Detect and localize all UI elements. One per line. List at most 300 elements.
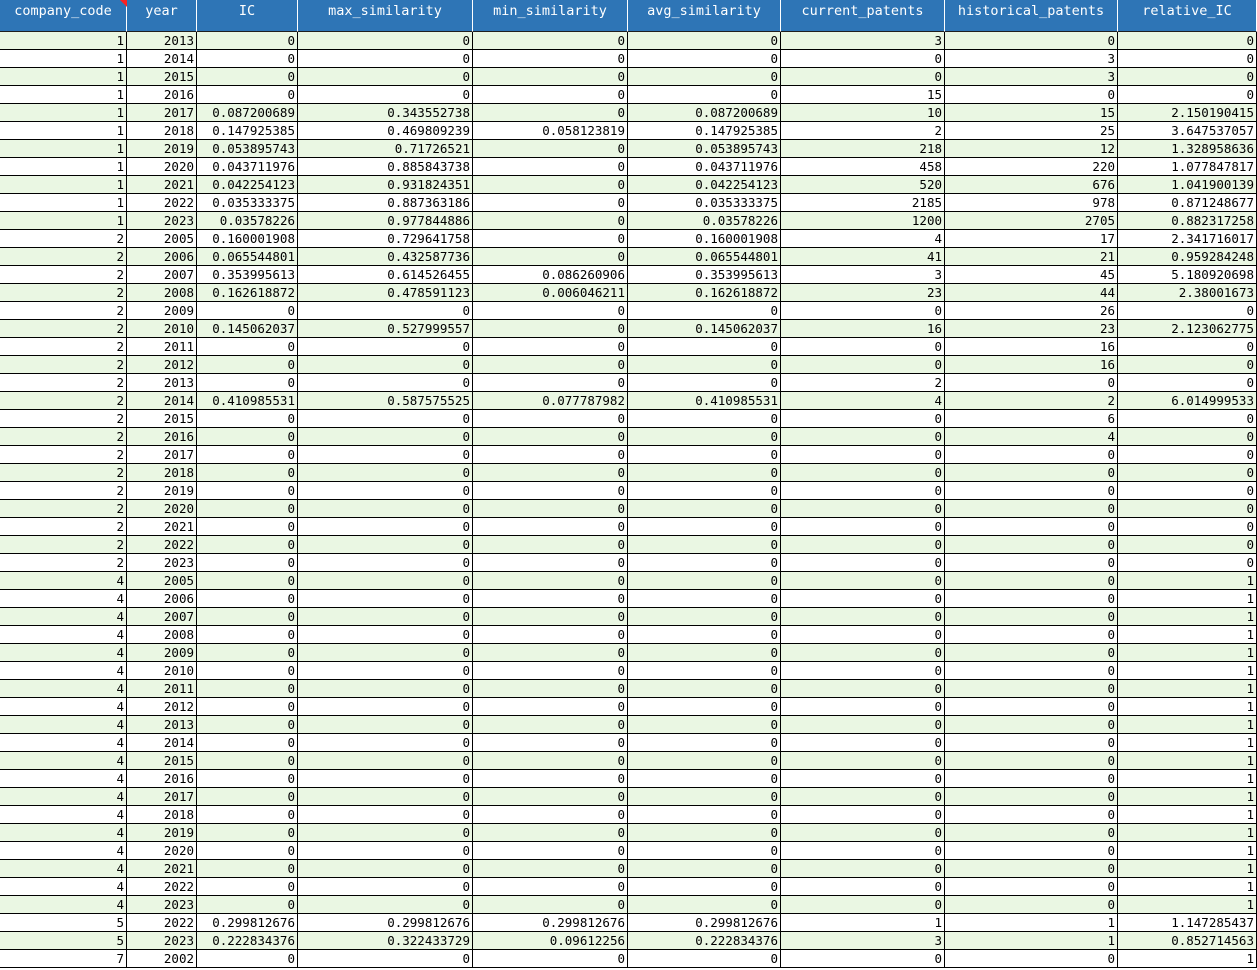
cell-min-similarity[interactable]: 0 <box>473 320 628 338</box>
cell-min-similarity[interactable]: 0 <box>473 950 628 968</box>
cell-current-patents[interactable]: 23 <box>781 284 945 302</box>
cell-max-similarity[interactable]: 0 <box>298 590 473 608</box>
cell-historical-patents[interactable]: 25 <box>945 122 1118 140</box>
cell-min-similarity[interactable]: 0 <box>473 860 628 878</box>
cell-avg-similarity[interactable]: 0 <box>628 410 781 428</box>
cell-ic[interactable]: 0.065544801 <box>197 248 298 266</box>
cell-ic[interactable]: 0.147925385 <box>197 122 298 140</box>
cell-max-similarity[interactable]: 0 <box>298 806 473 824</box>
cell-max-similarity[interactable]: 0 <box>298 302 473 320</box>
cell-historical-patents[interactable]: 0 <box>945 662 1118 680</box>
cell-avg-similarity[interactable]: 0.065544801 <box>628 248 781 266</box>
cell-current-patents[interactable]: 0 <box>781 626 945 644</box>
cell-min-similarity[interactable]: 0 <box>473 644 628 662</box>
cell-relative-ic[interactable]: 2.123062775 <box>1118 320 1257 338</box>
cell-year[interactable]: 2018 <box>127 806 197 824</box>
cell-year[interactable]: 2020 <box>127 158 197 176</box>
cell-current-patents[interactable]: 0 <box>781 410 945 428</box>
cell-ic[interactable]: 0.145062037 <box>197 320 298 338</box>
cell-min-similarity[interactable]: 0.006046211 <box>473 284 628 302</box>
cell-ic[interactable]: 0 <box>197 554 298 572</box>
cell-max-similarity[interactable]: 0 <box>298 446 473 464</box>
cell-min-similarity[interactable]: 0 <box>473 626 628 644</box>
cell-historical-patents[interactable]: 17 <box>945 230 1118 248</box>
cell-relative-ic[interactable]: 0 <box>1118 464 1257 482</box>
cell-historical-patents[interactable]: 0 <box>945 878 1118 896</box>
cell-avg-similarity[interactable]: 0 <box>628 86 781 104</box>
cell-max-similarity[interactable]: 0 <box>298 338 473 356</box>
cell-ic[interactable]: 0 <box>197 86 298 104</box>
cell-current-patents[interactable]: 3 <box>781 932 945 950</box>
cell-historical-patents[interactable]: 0 <box>945 536 1118 554</box>
cell-year[interactable]: 2013 <box>127 32 197 50</box>
cell-min-similarity[interactable]: 0 <box>473 518 628 536</box>
cell-historical-patents[interactable]: 12 <box>945 140 1118 158</box>
cell-avg-similarity[interactable]: 0 <box>628 464 781 482</box>
cell-min-similarity[interactable]: 0.299812676 <box>473 914 628 932</box>
cell-company-code[interactable]: 2 <box>0 482 127 500</box>
cell-ic[interactable]: 0 <box>197 770 298 788</box>
cell-historical-patents[interactable]: 0 <box>945 626 1118 644</box>
cell-company-code[interactable]: 5 <box>0 932 127 950</box>
cell-max-similarity[interactable]: 0 <box>298 716 473 734</box>
cell-current-patents[interactable]: 3 <box>781 32 945 50</box>
cell-year[interactable]: 2014 <box>127 734 197 752</box>
cell-ic[interactable]: 0 <box>197 500 298 518</box>
cell-ic[interactable]: 0 <box>197 338 298 356</box>
cell-ic[interactable]: 0 <box>197 734 298 752</box>
header-ic[interactable]: IC <box>197 0 298 32</box>
cell-current-patents[interactable]: 0 <box>781 608 945 626</box>
cell-year[interactable]: 2005 <box>127 230 197 248</box>
cell-company-code[interactable]: 2 <box>0 500 127 518</box>
cell-avg-similarity[interactable]: 0 <box>628 50 781 68</box>
header-relative-ic[interactable]: relative_IC <box>1118 0 1257 32</box>
cell-ic[interactable]: 0.160001908 <box>197 230 298 248</box>
cell-relative-ic[interactable]: 0 <box>1118 374 1257 392</box>
cell-max-similarity[interactable]: 0.299812676 <box>298 914 473 932</box>
cell-relative-ic[interactable]: 1 <box>1118 734 1257 752</box>
cell-min-similarity[interactable]: 0 <box>473 842 628 860</box>
cell-company-code[interactable]: 4 <box>0 788 127 806</box>
cell-company-code[interactable]: 2 <box>0 374 127 392</box>
cell-relative-ic[interactable]: 0 <box>1118 500 1257 518</box>
cell-relative-ic[interactable]: 0 <box>1118 356 1257 374</box>
cell-historical-patents[interactable]: 0 <box>945 752 1118 770</box>
cell-min-similarity[interactable]: 0.058123819 <box>473 122 628 140</box>
cell-avg-similarity[interactable]: 0.043711976 <box>628 158 781 176</box>
cell-company-code[interactable]: 4 <box>0 644 127 662</box>
cell-ic[interactable]: 0 <box>197 446 298 464</box>
cell-relative-ic[interactable]: 1 <box>1118 662 1257 680</box>
cell-year[interactable]: 2022 <box>127 194 197 212</box>
cell-company-code[interactable]: 2 <box>0 248 127 266</box>
cell-year[interactable]: 2018 <box>127 464 197 482</box>
cell-historical-patents[interactable]: 0 <box>945 86 1118 104</box>
cell-relative-ic[interactable]: 1.077847817 <box>1118 158 1257 176</box>
cell-company-code[interactable]: 7 <box>0 950 127 968</box>
cell-max-similarity[interactable]: 0 <box>298 356 473 374</box>
cell-avg-similarity[interactable]: 0 <box>628 716 781 734</box>
cell-company-code[interactable]: 4 <box>0 680 127 698</box>
cell-max-similarity[interactable]: 0 <box>298 500 473 518</box>
cell-min-similarity[interactable]: 0 <box>473 824 628 842</box>
cell-avg-similarity[interactable]: 0 <box>628 608 781 626</box>
cell-ic[interactable]: 0.410985531 <box>197 392 298 410</box>
cell-ic[interactable]: 0 <box>197 410 298 428</box>
cell-ic[interactable]: 0 <box>197 302 298 320</box>
cell-min-similarity[interactable]: 0 <box>473 662 628 680</box>
cell-avg-similarity[interactable]: 0 <box>628 428 781 446</box>
cell-company-code[interactable]: 2 <box>0 554 127 572</box>
cell-avg-similarity[interactable]: 0 <box>628 626 781 644</box>
cell-year[interactable]: 2017 <box>127 446 197 464</box>
cell-company-code[interactable]: 1 <box>0 104 127 122</box>
cell-year[interactable]: 2011 <box>127 338 197 356</box>
cell-relative-ic[interactable]: 2.38001673 <box>1118 284 1257 302</box>
cell-min-similarity[interactable]: 0 <box>473 698 628 716</box>
cell-year[interactable]: 2008 <box>127 284 197 302</box>
cell-ic[interactable]: 0.035333375 <box>197 194 298 212</box>
cell-company-code[interactable]: 1 <box>0 86 127 104</box>
cell-relative-ic[interactable]: 2.341716017 <box>1118 230 1257 248</box>
cell-historical-patents[interactable]: 1 <box>945 932 1118 950</box>
cell-max-similarity[interactable]: 0.614526455 <box>298 266 473 284</box>
cell-historical-patents[interactable]: 0 <box>945 788 1118 806</box>
cell-company-code[interactable]: 2 <box>0 536 127 554</box>
cell-historical-patents[interactable]: 45 <box>945 266 1118 284</box>
cell-historical-patents[interactable]: 0 <box>945 770 1118 788</box>
cell-historical-patents[interactable]: 2705 <box>945 212 1118 230</box>
cell-current-patents[interactable]: 0 <box>781 752 945 770</box>
cell-company-code[interactable]: 2 <box>0 230 127 248</box>
cell-year[interactable]: 2009 <box>127 302 197 320</box>
header-year[interactable]: year <box>127 0 197 32</box>
cell-year[interactable]: 2021 <box>127 176 197 194</box>
cell-historical-patents[interactable]: 0 <box>945 698 1118 716</box>
cell-ic[interactable]: 0 <box>197 698 298 716</box>
cell-relative-ic[interactable]: 1 <box>1118 752 1257 770</box>
cell-max-similarity[interactable]: 0 <box>298 518 473 536</box>
cell-min-similarity[interactable]: 0 <box>473 428 628 446</box>
cell-avg-similarity[interactable]: 0.042254123 <box>628 176 781 194</box>
cell-current-patents[interactable]: 0 <box>781 428 945 446</box>
cell-max-similarity[interactable]: 0 <box>298 842 473 860</box>
cell-historical-patents[interactable]: 0 <box>945 482 1118 500</box>
cell-relative-ic[interactable]: 6.014999533 <box>1118 392 1257 410</box>
cell-relative-ic[interactable]: 0.959284248 <box>1118 248 1257 266</box>
header-max-similarity[interactable]: max_similarity <box>298 0 473 32</box>
cell-ic[interactable]: 0 <box>197 428 298 446</box>
cell-current-patents[interactable]: 458 <box>781 158 945 176</box>
cell-relative-ic[interactable]: 1 <box>1118 950 1257 968</box>
cell-year[interactable]: 2022 <box>127 878 197 896</box>
cell-year[interactable]: 2016 <box>127 770 197 788</box>
cell-min-similarity[interactable]: 0 <box>473 158 628 176</box>
cell-company-code[interactable]: 2 <box>0 266 127 284</box>
cell-year[interactable]: 2023 <box>127 932 197 950</box>
cell-relative-ic[interactable]: 0 <box>1118 68 1257 86</box>
cell-relative-ic[interactable]: 1.328958636 <box>1118 140 1257 158</box>
cell-relative-ic[interactable]: 1 <box>1118 698 1257 716</box>
cell-historical-patents[interactable]: 0 <box>945 446 1118 464</box>
cell-relative-ic[interactable]: 2.150190415 <box>1118 104 1257 122</box>
cell-max-similarity[interactable]: 0 <box>298 860 473 878</box>
cell-avg-similarity[interactable]: 0 <box>628 572 781 590</box>
cell-min-similarity[interactable]: 0 <box>473 194 628 212</box>
cell-ic[interactable]: 0 <box>197 788 298 806</box>
cell-year[interactable]: 2010 <box>127 662 197 680</box>
cell-historical-patents[interactable]: 0 <box>945 860 1118 878</box>
cell-max-similarity[interactable]: 0 <box>298 482 473 500</box>
cell-min-similarity[interactable]: 0 <box>473 356 628 374</box>
cell-current-patents[interactable]: 0 <box>781 878 945 896</box>
cell-relative-ic[interactable]: 1 <box>1118 788 1257 806</box>
cell-relative-ic[interactable]: 1.041900139 <box>1118 176 1257 194</box>
cell-min-similarity[interactable]: 0 <box>473 176 628 194</box>
cell-current-patents[interactable]: 0 <box>781 734 945 752</box>
cell-historical-patents[interactable]: 0 <box>945 842 1118 860</box>
cell-ic[interactable]: 0 <box>197 518 298 536</box>
cell-max-similarity[interactable]: 0 <box>298 734 473 752</box>
cell-min-similarity[interactable]: 0 <box>473 878 628 896</box>
cell-max-similarity[interactable]: 0.885843738 <box>298 158 473 176</box>
cell-ic[interactable]: 0 <box>197 572 298 590</box>
cell-avg-similarity[interactable]: 0 <box>628 356 781 374</box>
cell-min-similarity[interactable]: 0 <box>473 248 628 266</box>
cell-ic[interactable]: 0 <box>197 824 298 842</box>
cell-historical-patents[interactable]: 0 <box>945 572 1118 590</box>
cell-company-code[interactable]: 4 <box>0 824 127 842</box>
cell-ic[interactable]: 0 <box>197 482 298 500</box>
cell-avg-similarity[interactable]: 0 <box>628 662 781 680</box>
header-current-patents[interactable]: current_patents <box>781 0 945 32</box>
cell-avg-similarity[interactable]: 0 <box>628 752 781 770</box>
cell-ic[interactable]: 0 <box>197 374 298 392</box>
cell-max-similarity[interactable]: 0.469809239 <box>298 122 473 140</box>
cell-company-code[interactable]: 2 <box>0 302 127 320</box>
cell-min-similarity[interactable]: 0 <box>473 32 628 50</box>
cell-max-similarity[interactable]: 0 <box>298 68 473 86</box>
cell-avg-similarity[interactable]: 0 <box>628 518 781 536</box>
cell-current-patents[interactable]: 16 <box>781 320 945 338</box>
cell-min-similarity[interactable]: 0 <box>473 536 628 554</box>
cell-min-similarity[interactable]: 0 <box>473 374 628 392</box>
cell-ic[interactable]: 0.03578226 <box>197 212 298 230</box>
cell-ic[interactable]: 0.353995613 <box>197 266 298 284</box>
cell-company-code[interactable]: 4 <box>0 626 127 644</box>
cell-year[interactable]: 2005 <box>127 572 197 590</box>
cell-ic[interactable]: 0.053895743 <box>197 140 298 158</box>
cell-max-similarity[interactable]: 0.71726521 <box>298 140 473 158</box>
cell-year[interactable]: 2020 <box>127 500 197 518</box>
cell-max-similarity[interactable]: 0 <box>298 824 473 842</box>
cell-min-similarity[interactable]: 0 <box>473 338 628 356</box>
cell-max-similarity[interactable]: 0 <box>298 752 473 770</box>
cell-historical-patents[interactable]: 2 <box>945 392 1118 410</box>
cell-max-similarity[interactable]: 0 <box>298 788 473 806</box>
cell-historical-patents[interactable]: 16 <box>945 356 1118 374</box>
cell-historical-patents[interactable]: 0 <box>945 554 1118 572</box>
cell-avg-similarity[interactable]: 0 <box>628 644 781 662</box>
cell-ic[interactable]: 0.087200689 <box>197 104 298 122</box>
cell-max-similarity[interactable]: 0 <box>298 32 473 50</box>
cell-year[interactable]: 2020 <box>127 842 197 860</box>
cell-avg-similarity[interactable]: 0 <box>628 734 781 752</box>
cell-min-similarity[interactable]: 0 <box>473 896 628 914</box>
cell-relative-ic[interactable]: 1 <box>1118 806 1257 824</box>
cell-avg-similarity[interactable]: 0.053895743 <box>628 140 781 158</box>
cell-historical-patents[interactable]: 16 <box>945 338 1118 356</box>
cell-relative-ic[interactable]: 0 <box>1118 410 1257 428</box>
header-company-code[interactable]: company_code <box>0 0 127 32</box>
cell-historical-patents[interactable]: 0 <box>945 464 1118 482</box>
cell-company-code[interactable]: 4 <box>0 608 127 626</box>
cell-company-code[interactable]: 2 <box>0 446 127 464</box>
cell-historical-patents[interactable]: 44 <box>945 284 1118 302</box>
cell-avg-similarity[interactable]: 0 <box>628 482 781 500</box>
cell-year[interactable]: 2015 <box>127 410 197 428</box>
cell-current-patents[interactable]: 3 <box>781 266 945 284</box>
header-avg-similarity[interactable]: avg_similarity <box>628 0 781 32</box>
cell-historical-patents[interactable]: 1 <box>945 914 1118 932</box>
cell-relative-ic[interactable]: 0 <box>1118 554 1257 572</box>
cell-ic[interactable]: 0 <box>197 536 298 554</box>
cell-current-patents[interactable]: 0 <box>781 302 945 320</box>
cell-year[interactable]: 2014 <box>127 50 197 68</box>
cell-min-similarity[interactable]: 0 <box>473 770 628 788</box>
cell-current-patents[interactable]: 1200 <box>781 212 945 230</box>
cell-min-similarity[interactable]: 0 <box>473 500 628 518</box>
cell-avg-similarity[interactable]: 0 <box>628 302 781 320</box>
cell-current-patents[interactable]: 0 <box>781 662 945 680</box>
cell-current-patents[interactable]: 0 <box>781 50 945 68</box>
cell-year[interactable]: 2017 <box>127 788 197 806</box>
cell-avg-similarity[interactable]: 0.035333375 <box>628 194 781 212</box>
cell-company-code[interactable]: 2 <box>0 356 127 374</box>
header-min-similarity[interactable]: min_similarity <box>473 0 628 32</box>
cell-current-patents[interactable]: 0 <box>781 572 945 590</box>
cell-historical-patents[interactable]: 4 <box>945 428 1118 446</box>
cell-current-patents[interactable]: 0 <box>781 680 945 698</box>
cell-ic[interactable]: 0 <box>197 680 298 698</box>
cell-current-patents[interactable]: 0 <box>781 644 945 662</box>
cell-current-patents[interactable]: 0 <box>781 896 945 914</box>
cell-avg-similarity[interactable]: 0 <box>628 950 781 968</box>
cell-avg-similarity[interactable]: 0.145062037 <box>628 320 781 338</box>
cell-year[interactable]: 2009 <box>127 644 197 662</box>
cell-max-similarity[interactable]: 0 <box>298 410 473 428</box>
cell-year[interactable]: 2013 <box>127 716 197 734</box>
cell-year[interactable]: 2016 <box>127 86 197 104</box>
cell-year[interactable]: 2022 <box>127 536 197 554</box>
cell-relative-ic[interactable]: 0.882317258 <box>1118 212 1257 230</box>
cell-relative-ic[interactable]: 1 <box>1118 608 1257 626</box>
cell-min-similarity[interactable]: 0 <box>473 464 628 482</box>
cell-current-patents[interactable]: 0 <box>781 464 945 482</box>
cell-relative-ic[interactable]: 1 <box>1118 896 1257 914</box>
cell-company-code[interactable]: 2 <box>0 518 127 536</box>
cell-max-similarity[interactable]: 0 <box>298 536 473 554</box>
cell-current-patents[interactable]: 0 <box>781 500 945 518</box>
cell-max-similarity[interactable]: 0 <box>298 680 473 698</box>
cell-current-patents[interactable]: 0 <box>781 860 945 878</box>
cell-ic[interactable]: 0 <box>197 716 298 734</box>
cell-relative-ic[interactable]: 1 <box>1118 824 1257 842</box>
cell-max-similarity[interactable]: 0.527999557 <box>298 320 473 338</box>
cell-ic[interactable]: 0 <box>197 752 298 770</box>
cell-max-similarity[interactable]: 0 <box>298 428 473 446</box>
cell-avg-similarity[interactable]: 0.162618872 <box>628 284 781 302</box>
cell-avg-similarity[interactable]: 0.410985531 <box>628 392 781 410</box>
cell-current-patents[interactable]: 0 <box>781 788 945 806</box>
cell-avg-similarity[interactable]: 0.03578226 <box>628 212 781 230</box>
cell-current-patents[interactable]: 0 <box>781 950 945 968</box>
cell-year[interactable]: 2023 <box>127 554 197 572</box>
cell-year[interactable]: 2007 <box>127 266 197 284</box>
cell-max-similarity[interactable]: 0 <box>298 608 473 626</box>
cell-avg-similarity[interactable]: 0 <box>628 698 781 716</box>
cell-current-patents[interactable]: 0 <box>781 446 945 464</box>
cell-year[interactable]: 2022 <box>127 914 197 932</box>
cell-ic[interactable]: 0 <box>197 860 298 878</box>
cell-year[interactable]: 2002 <box>127 950 197 968</box>
cell-max-similarity[interactable]: 0 <box>298 572 473 590</box>
cell-min-similarity[interactable]: 0 <box>473 68 628 86</box>
cell-max-similarity[interactable]: 0 <box>298 50 473 68</box>
cell-company-code[interactable]: 4 <box>0 590 127 608</box>
cell-current-patents[interactable]: 0 <box>781 518 945 536</box>
cell-historical-patents[interactable]: 15 <box>945 104 1118 122</box>
cell-ic[interactable]: 0.042254123 <box>197 176 298 194</box>
cell-historical-patents[interactable]: 0 <box>945 680 1118 698</box>
cell-current-patents[interactable]: 2 <box>781 122 945 140</box>
cell-relative-ic[interactable]: 0 <box>1118 32 1257 50</box>
cell-avg-similarity[interactable]: 0 <box>628 896 781 914</box>
cell-current-patents[interactable]: 0 <box>781 356 945 374</box>
cell-avg-similarity[interactable]: 0 <box>628 554 781 572</box>
cell-company-code[interactable]: 4 <box>0 770 127 788</box>
cell-relative-ic[interactable]: 0 <box>1118 50 1257 68</box>
cell-year[interactable]: 2012 <box>127 356 197 374</box>
cell-avg-similarity[interactable]: 0 <box>628 374 781 392</box>
cell-avg-similarity[interactable]: 0 <box>628 878 781 896</box>
cell-company-code[interactable]: 1 <box>0 212 127 230</box>
cell-relative-ic[interactable]: 5.180920698 <box>1118 266 1257 284</box>
cell-min-similarity[interactable]: 0 <box>473 230 628 248</box>
cell-relative-ic[interactable]: 0 <box>1118 446 1257 464</box>
cell-current-patents[interactable]: 218 <box>781 140 945 158</box>
cell-current-patents[interactable]: 0 <box>781 824 945 842</box>
cell-historical-patents[interactable]: 26 <box>945 302 1118 320</box>
cell-min-similarity[interactable]: 0 <box>473 734 628 752</box>
cell-current-patents[interactable]: 0 <box>781 716 945 734</box>
cell-historical-patents[interactable]: 6 <box>945 410 1118 428</box>
cell-company-code[interactable]: 2 <box>0 338 127 356</box>
cell-historical-patents[interactable]: 978 <box>945 194 1118 212</box>
cell-year[interactable]: 2010 <box>127 320 197 338</box>
cell-max-similarity[interactable]: 0 <box>298 662 473 680</box>
cell-avg-similarity[interactable]: 0 <box>628 68 781 86</box>
cell-historical-patents[interactable]: 0 <box>945 590 1118 608</box>
cell-max-similarity[interactable]: 0.587575525 <box>298 392 473 410</box>
cell-relative-ic[interactable]: 0 <box>1118 86 1257 104</box>
cell-historical-patents[interactable]: 21 <box>945 248 1118 266</box>
cell-min-similarity[interactable]: 0 <box>473 482 628 500</box>
cell-avg-similarity[interactable]: 0 <box>628 842 781 860</box>
cell-current-patents[interactable]: 0 <box>781 698 945 716</box>
cell-historical-patents[interactable]: 0 <box>945 32 1118 50</box>
